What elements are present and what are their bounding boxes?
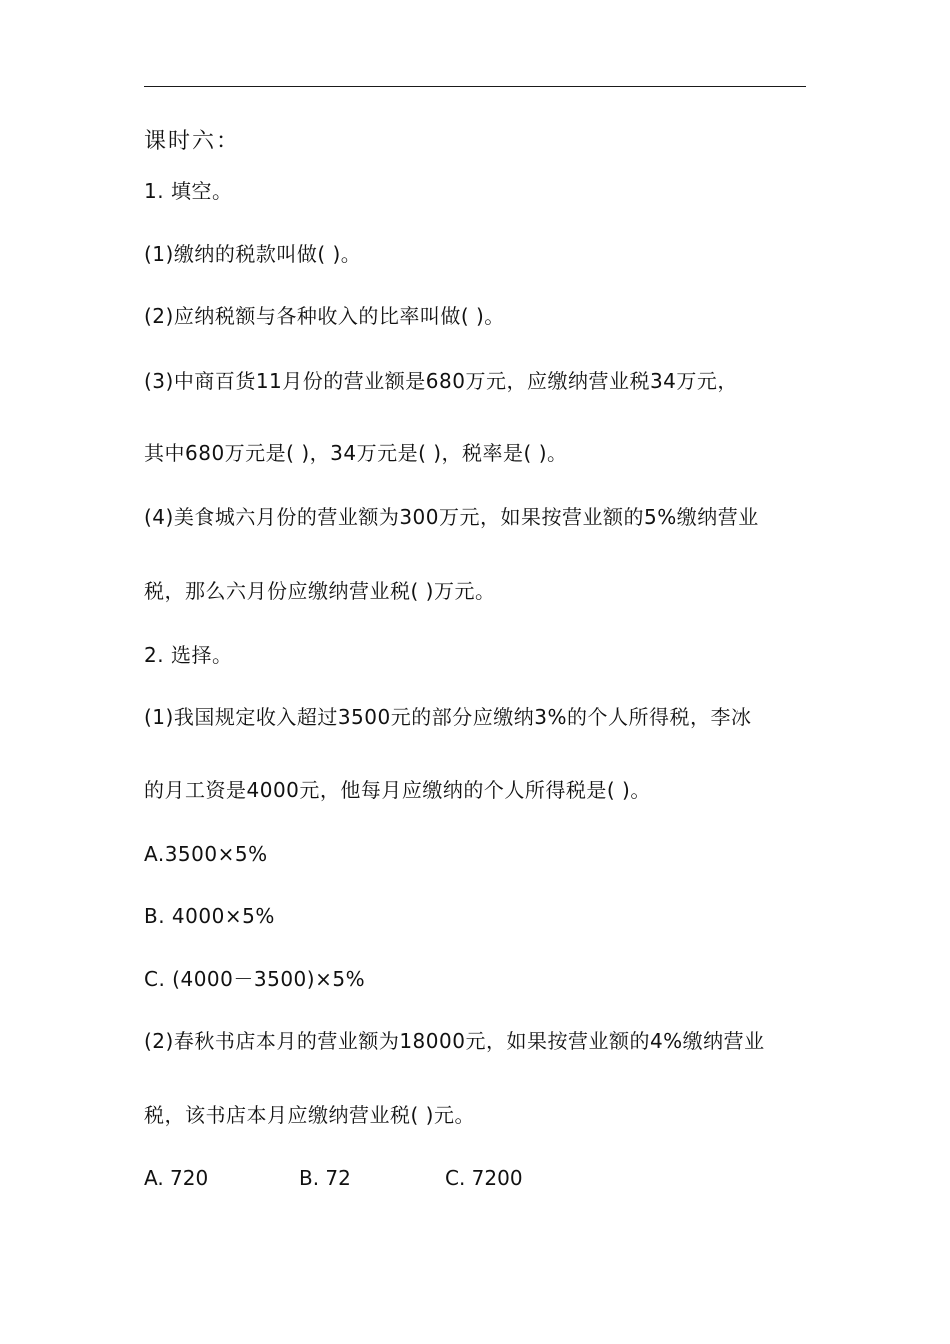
lesson-title: 课时六： (144, 129, 241, 154)
question-2-2-option-a: A. 720 (144, 1166, 209, 1190)
question-2-1-option-a: A.3500×5% (144, 842, 268, 866)
question-2-2-line2: 税，该书店本月应缴纳营业税( )元。 (144, 1103, 475, 1127)
question-2-2-line1: (2)春秋书店本月的营业额为18000元，如果按营业额的4%缴纳营业 (144, 1029, 765, 1053)
question-2-2-option-c: C. 7200 (445, 1166, 523, 1190)
section2-heading: 2. 选择。 (144, 643, 233, 667)
question-1-4-line1: (4)美食城六月份的营业额为300万元，如果按营业额的5%缴纳营业 (144, 505, 759, 529)
question-1-1: (1)缴纳的税款叫做( )。 (144, 242, 362, 266)
question-1-2: (2)应纳税额与各种收入的比率叫做( )。 (144, 304, 505, 328)
question-1-3-line2: 其中680万元是( )，34万元是( )，税率是( )。 (144, 441, 568, 465)
question-1-4-line2: 税，那么六月份应缴纳营业税( )万元。 (144, 579, 496, 603)
header-rule (144, 86, 806, 87)
question-1-3-line1: (3)中商百货11月份的营业额是680万元，应缴纳营业税34万元， (144, 369, 738, 393)
question-2-1-line2: 的月工资是4000元，他每月应缴纳的个人所得税是( )。 (144, 778, 651, 802)
question-2-1-option-c: C. (4000－3500)×5% (144, 967, 366, 991)
question-2-2-option-b: B. 72 (299, 1166, 351, 1190)
question-2-1-line1: (1)我国规定收入超过3500元的部分应缴纳3%的个人所得税，李冰 (144, 705, 752, 729)
question-2-1-option-b: B. 4000×5% (144, 904, 275, 928)
section1-heading: 1. 填空。 (144, 179, 233, 203)
